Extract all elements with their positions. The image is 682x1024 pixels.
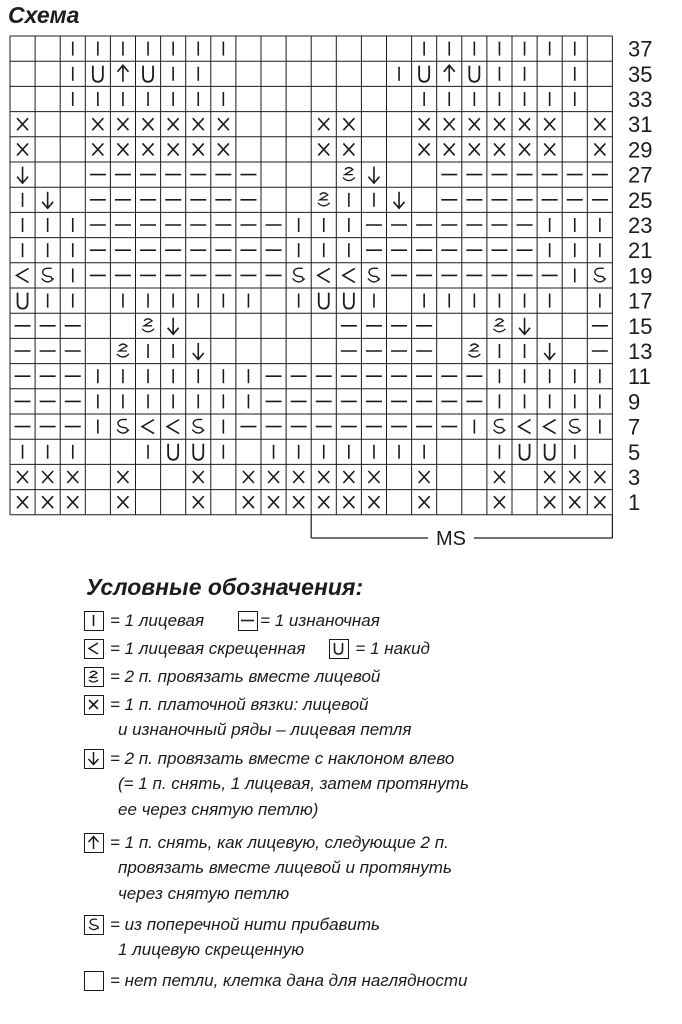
garter-stitch <box>544 496 555 508</box>
yarn-over-stitch <box>520 444 530 460</box>
ssk-stitch <box>17 167 28 184</box>
garter-stitch <box>569 496 580 508</box>
legend-item-k2tog <box>84 666 380 688</box>
legend-text-m1-2: 1 лицевую скрещенную <box>118 940 305 959</box>
k2tog-stitch <box>343 168 355 181</box>
twisted-knit-stitch <box>343 268 355 282</box>
legend-text-m1-1: = из поперечной нити прибавить <box>110 915 380 934</box>
garter-stitch <box>243 471 254 483</box>
garter-stitch <box>92 118 103 130</box>
garter-stitch <box>343 496 354 508</box>
twisted-knit-stitch <box>519 420 531 434</box>
row-number: 11 <box>628 364 651 390</box>
garter-stitch <box>444 118 455 130</box>
garter-stitch <box>193 118 204 130</box>
m1-stitch <box>42 268 54 282</box>
garter-stitch <box>17 496 28 508</box>
garter-stitch <box>419 496 430 508</box>
garter-stitch <box>42 496 53 508</box>
m1-stitch <box>117 419 129 433</box>
garter-stitch <box>544 118 555 130</box>
legend-text-ssk-2: (= 1 п. снять, 1 лицевая, затем протянуть <box>118 774 469 793</box>
garter-symbol-icon <box>84 695 104 715</box>
garter-stitch <box>594 471 605 483</box>
garter-stitch <box>469 118 480 130</box>
k2tog-stitch <box>117 344 129 357</box>
twisted-knit-stitch <box>318 268 330 282</box>
garter-stitch <box>594 143 605 155</box>
garter-stitch <box>318 118 329 130</box>
garter-stitch <box>368 471 379 483</box>
k2tog-stitch <box>142 319 154 332</box>
garter-stitch <box>494 471 505 483</box>
legend-text-yo: = 1 накид <box>355 639 430 658</box>
legend-text-purl: = 1 изнаночная <box>260 611 380 630</box>
k2tog-symbol-icon <box>84 667 104 687</box>
legend-text-sk2p-1: = 1 п. снять, как лицевую, следующие 2 п. <box>110 833 449 852</box>
row-number: 27 <box>628 162 653 188</box>
m1-stitch <box>493 419 505 433</box>
ssk-stitch <box>544 343 555 360</box>
garter-stitch <box>268 471 279 483</box>
legend-text-empty: = нет петли, клетка дана для наглядности <box>110 971 468 990</box>
garter-stitch <box>444 143 455 155</box>
row-number: 21 <box>628 238 653 264</box>
repeat-label: MS <box>436 528 466 550</box>
legend-text-sk2p-3: через снятую петлю <box>118 884 290 903</box>
garter-stitch <box>469 143 480 155</box>
garter-stitch <box>494 496 505 508</box>
garter-stitch <box>243 496 254 508</box>
sk2p-stitch <box>117 65 128 82</box>
row-number: 5 <box>628 439 641 465</box>
garter-stitch <box>519 118 530 130</box>
garter-stitch <box>268 496 279 508</box>
garter-stitch <box>343 118 354 130</box>
legend-item-twisted <box>84 638 430 660</box>
garter-stitch <box>17 471 28 483</box>
row-number: 33 <box>628 87 653 112</box>
garter-stitch <box>193 471 204 483</box>
garter-stitch <box>117 471 128 483</box>
garter-stitch <box>318 143 329 155</box>
garter-stitch <box>343 143 354 155</box>
row-number: 37 <box>628 36 653 62</box>
twisted-knit-stitch <box>544 420 556 434</box>
row-number: 23 <box>628 213 653 238</box>
row-number: 35 <box>628 61 653 87</box>
legend-text-ssk-3: ее через снятую петлю) <box>118 800 319 819</box>
garter-stitch <box>293 496 304 508</box>
garter-stitch <box>168 143 179 155</box>
sk2p-stitch <box>444 65 455 82</box>
legend-item-knit <box>84 610 380 632</box>
garter-stitch <box>544 143 555 155</box>
garter-stitch <box>594 118 605 130</box>
yarn-over-stitch <box>319 293 329 309</box>
garter-stitch <box>67 496 78 508</box>
row-number: 31 <box>628 112 653 138</box>
m1-stitch <box>594 268 606 282</box>
legend-text-k2tog: = 2 п. провязать вместе лицевой <box>110 667 381 686</box>
legend-text-garter-2: и изнаночный ряды – лицевая петля <box>118 720 412 739</box>
twisted-knit-stitch <box>142 420 154 434</box>
legend-text-twisted: = 1 лицевая скрещенная <box>110 639 306 658</box>
garter-stitch <box>569 471 580 483</box>
legend-text-knit: = 1 лицевая <box>110 611 205 630</box>
yarn-over-stitch <box>143 66 153 82</box>
garter-stitch <box>17 118 28 130</box>
garter-stitch <box>92 143 103 155</box>
row-number: 29 <box>628 137 653 163</box>
legend-text-sk2p-2: провязать вместе лицевой и протянуть <box>118 858 452 877</box>
ssk-stitch <box>394 192 405 209</box>
garter-stitch <box>117 143 128 155</box>
ssk-arrow-down-icon <box>84 749 104 769</box>
garter-stitch <box>519 143 530 155</box>
m1-stitch <box>569 419 581 433</box>
row-number: 15 <box>628 313 653 339</box>
twisted-knit-symbol-icon <box>84 639 104 659</box>
legend-item-ssk <box>84 748 454 770</box>
legend-title: Условные обозначения: <box>86 574 364 600</box>
yarn-over-stitch <box>193 444 203 460</box>
garter-stitch <box>17 143 28 155</box>
garter-stitch <box>494 143 505 155</box>
garter-stitch <box>218 118 229 130</box>
chart-title: Схема <box>8 2 80 28</box>
legend-item-sk2p <box>84 832 449 854</box>
m1-stitch <box>293 268 305 282</box>
sk2p-arrow-up-icon <box>84 833 104 853</box>
k2tog-stitch <box>318 193 330 206</box>
garter-stitch <box>419 118 430 130</box>
yarn-over-stitch <box>18 293 28 309</box>
garter-stitch <box>544 471 555 483</box>
row-number: 25 <box>628 187 653 213</box>
row-number: 3 <box>628 465 641 490</box>
garter-stitch <box>218 143 229 155</box>
row-number: 19 <box>628 263 653 289</box>
legend-text-ssk-1: = 2 п. провязать вместе с наклоном влево <box>110 749 455 768</box>
yarn-over-stitch <box>344 293 354 309</box>
garter-stitch <box>143 143 154 155</box>
m1-stitch <box>192 419 204 433</box>
garter-stitch <box>143 118 154 130</box>
garter-stitch <box>168 118 179 130</box>
garter-stitch <box>318 471 329 483</box>
row-number: 9 <box>628 389 641 415</box>
row-number: 17 <box>628 288 653 314</box>
garter-stitch <box>368 496 379 508</box>
twisted-knit-stitch <box>17 268 29 282</box>
k2tog-stitch <box>493 319 505 332</box>
yarn-over-stitch <box>419 66 429 82</box>
garter-stitch <box>193 496 204 508</box>
knit-symbol-icon <box>84 611 104 631</box>
yarn-over-stitch <box>469 66 479 82</box>
empty-cell-icon <box>84 971 104 991</box>
garter-stitch <box>594 496 605 508</box>
garter-stitch <box>343 471 354 483</box>
legend-item-m1 <box>84 914 380 936</box>
garter-stitch <box>293 471 304 483</box>
garter-stitch <box>117 118 128 130</box>
yarn-over-stitch <box>545 444 555 460</box>
ssk-stitch <box>519 318 530 335</box>
ssk-stitch <box>42 192 53 209</box>
yarn-over-stitch <box>168 444 178 460</box>
garter-stitch <box>419 471 430 483</box>
legend-item-garter <box>84 694 369 716</box>
yarn-over-stitch <box>93 66 103 82</box>
k2tog-stitch <box>468 344 480 357</box>
m1-symbol-icon <box>84 915 104 935</box>
ssk-stitch <box>368 167 379 184</box>
garter-stitch <box>67 471 78 483</box>
garter-stitch <box>193 143 204 155</box>
garter-stitch <box>42 471 53 483</box>
garter-stitch <box>494 118 505 130</box>
row-number: 1 <box>628 490 641 516</box>
yarn-over-symbol-icon <box>329 639 349 659</box>
garter-stitch <box>117 496 128 508</box>
twisted-knit-stitch <box>167 420 179 434</box>
ssk-stitch <box>193 343 204 360</box>
purl-symbol-icon <box>238 611 258 631</box>
m1-stitch <box>368 268 380 282</box>
ssk-stitch <box>168 318 179 335</box>
legend-item-empty <box>84 970 467 992</box>
legend-text-garter-1: = 1 п. платочной вязки: лицевой <box>110 695 369 714</box>
row-number: 7 <box>628 414 641 440</box>
row-number: 13 <box>628 339 653 364</box>
garter-stitch <box>419 143 430 155</box>
garter-stitch <box>318 496 329 508</box>
